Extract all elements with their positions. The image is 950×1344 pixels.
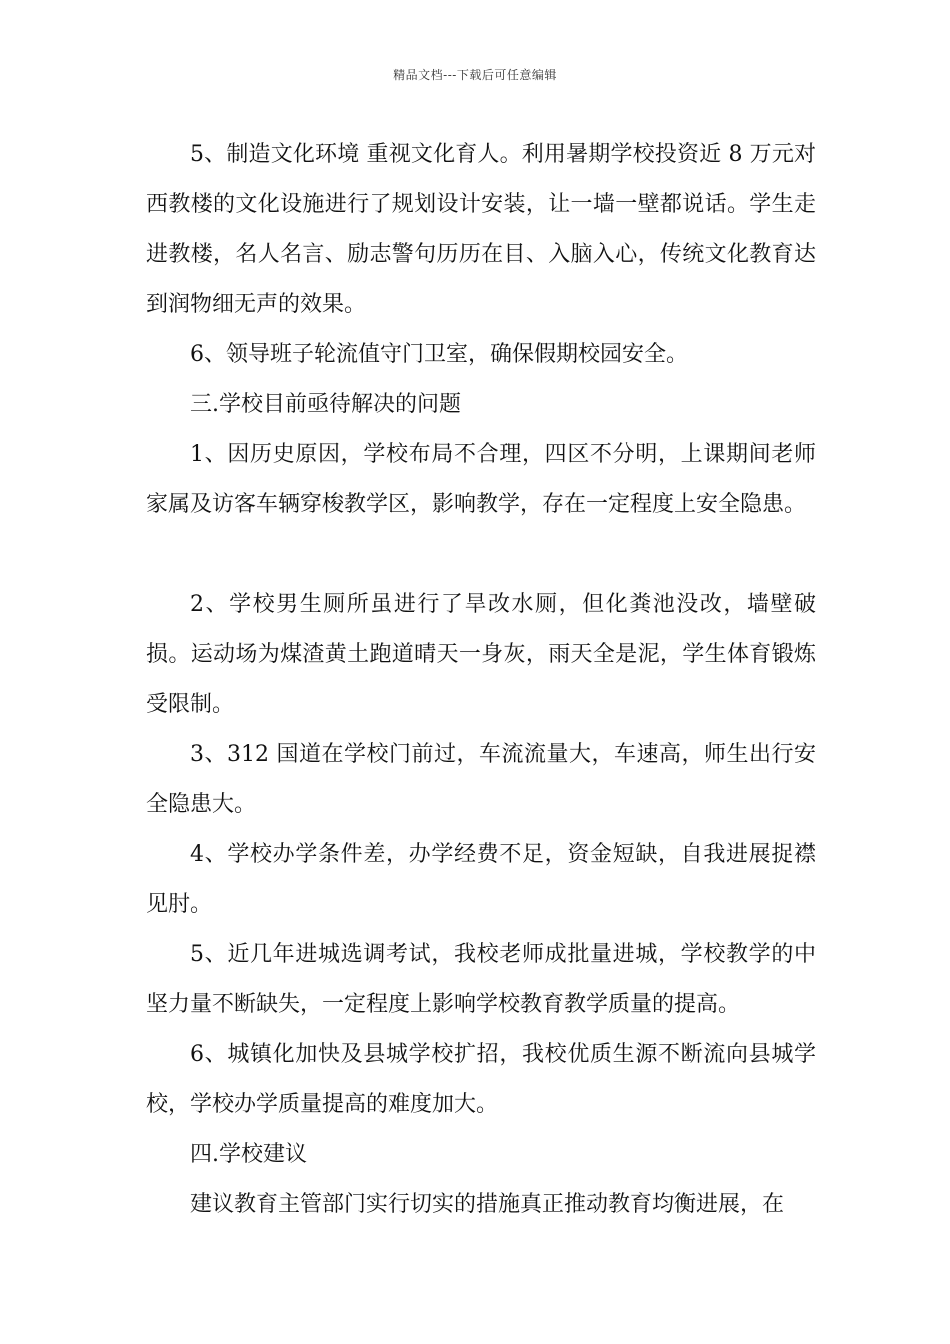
section-heading: 四.学校建议 (190, 1142, 307, 1167)
paragraph-gap (146, 530, 816, 580)
paragraph: 6、领导班子轮流值守门卫室，确保假期校园安全。 (190, 342, 688, 367)
paragraph: 6、城镇化加快及县城学校扩招，我校优质生源不断流向县城学校，学校办学质量提高的难度加大。 (146, 1042, 816, 1117)
paragraph: 5、制造文化环境 重视文化育人。利用暑期学校投资近 8 万元对西教楼的文化设施进行了规划设计安装，让一墙一壁都说话。学生走进教楼，名人名言、励志警句历历在目、入脑入心，传统文化教育达到润物细无声的效果。 (146, 142, 816, 317)
paragraph: 建议教育主管部门实行切实的措施真正推动教育均衡进展，在 (190, 1192, 785, 1217)
paragraph: 3、312 国道在学校门前过，车流流量大，车速高，师生出行安全隐患大。 (146, 742, 816, 817)
paragraph: 2、学校男生厕所虽进行了旱改水厕，但化粪池没改，墙壁破损。运动场为煤渣黄土跑道晴天一身灰，雨天全是泥，学生体育锻炼受限制。 (146, 592, 816, 717)
paragraph: 5、近几年进城选调考试，我校老师成批量进城，学校教学的中坚力量不断缺失，一定程度上影响学校教育教学质量的提高。 (146, 942, 816, 1017)
paragraph: 1、因历史原因，学校布局不合理，四区不分明，上课期间老师家属及访客车辆穿梭教学区，影响教学，存在一定程度上安全隐患。 (146, 442, 816, 517)
paragraph: 4、学校办学条件差，办学经费不足，资金短缺，自我进展捉襟见肘。 (146, 842, 816, 917)
section-heading: 三.学校目前亟待解决的问题 (190, 392, 461, 417)
document-body (146, 130, 816, 1230)
page-header: 精品文档---下载后可任意编辑 (393, 68, 557, 82)
